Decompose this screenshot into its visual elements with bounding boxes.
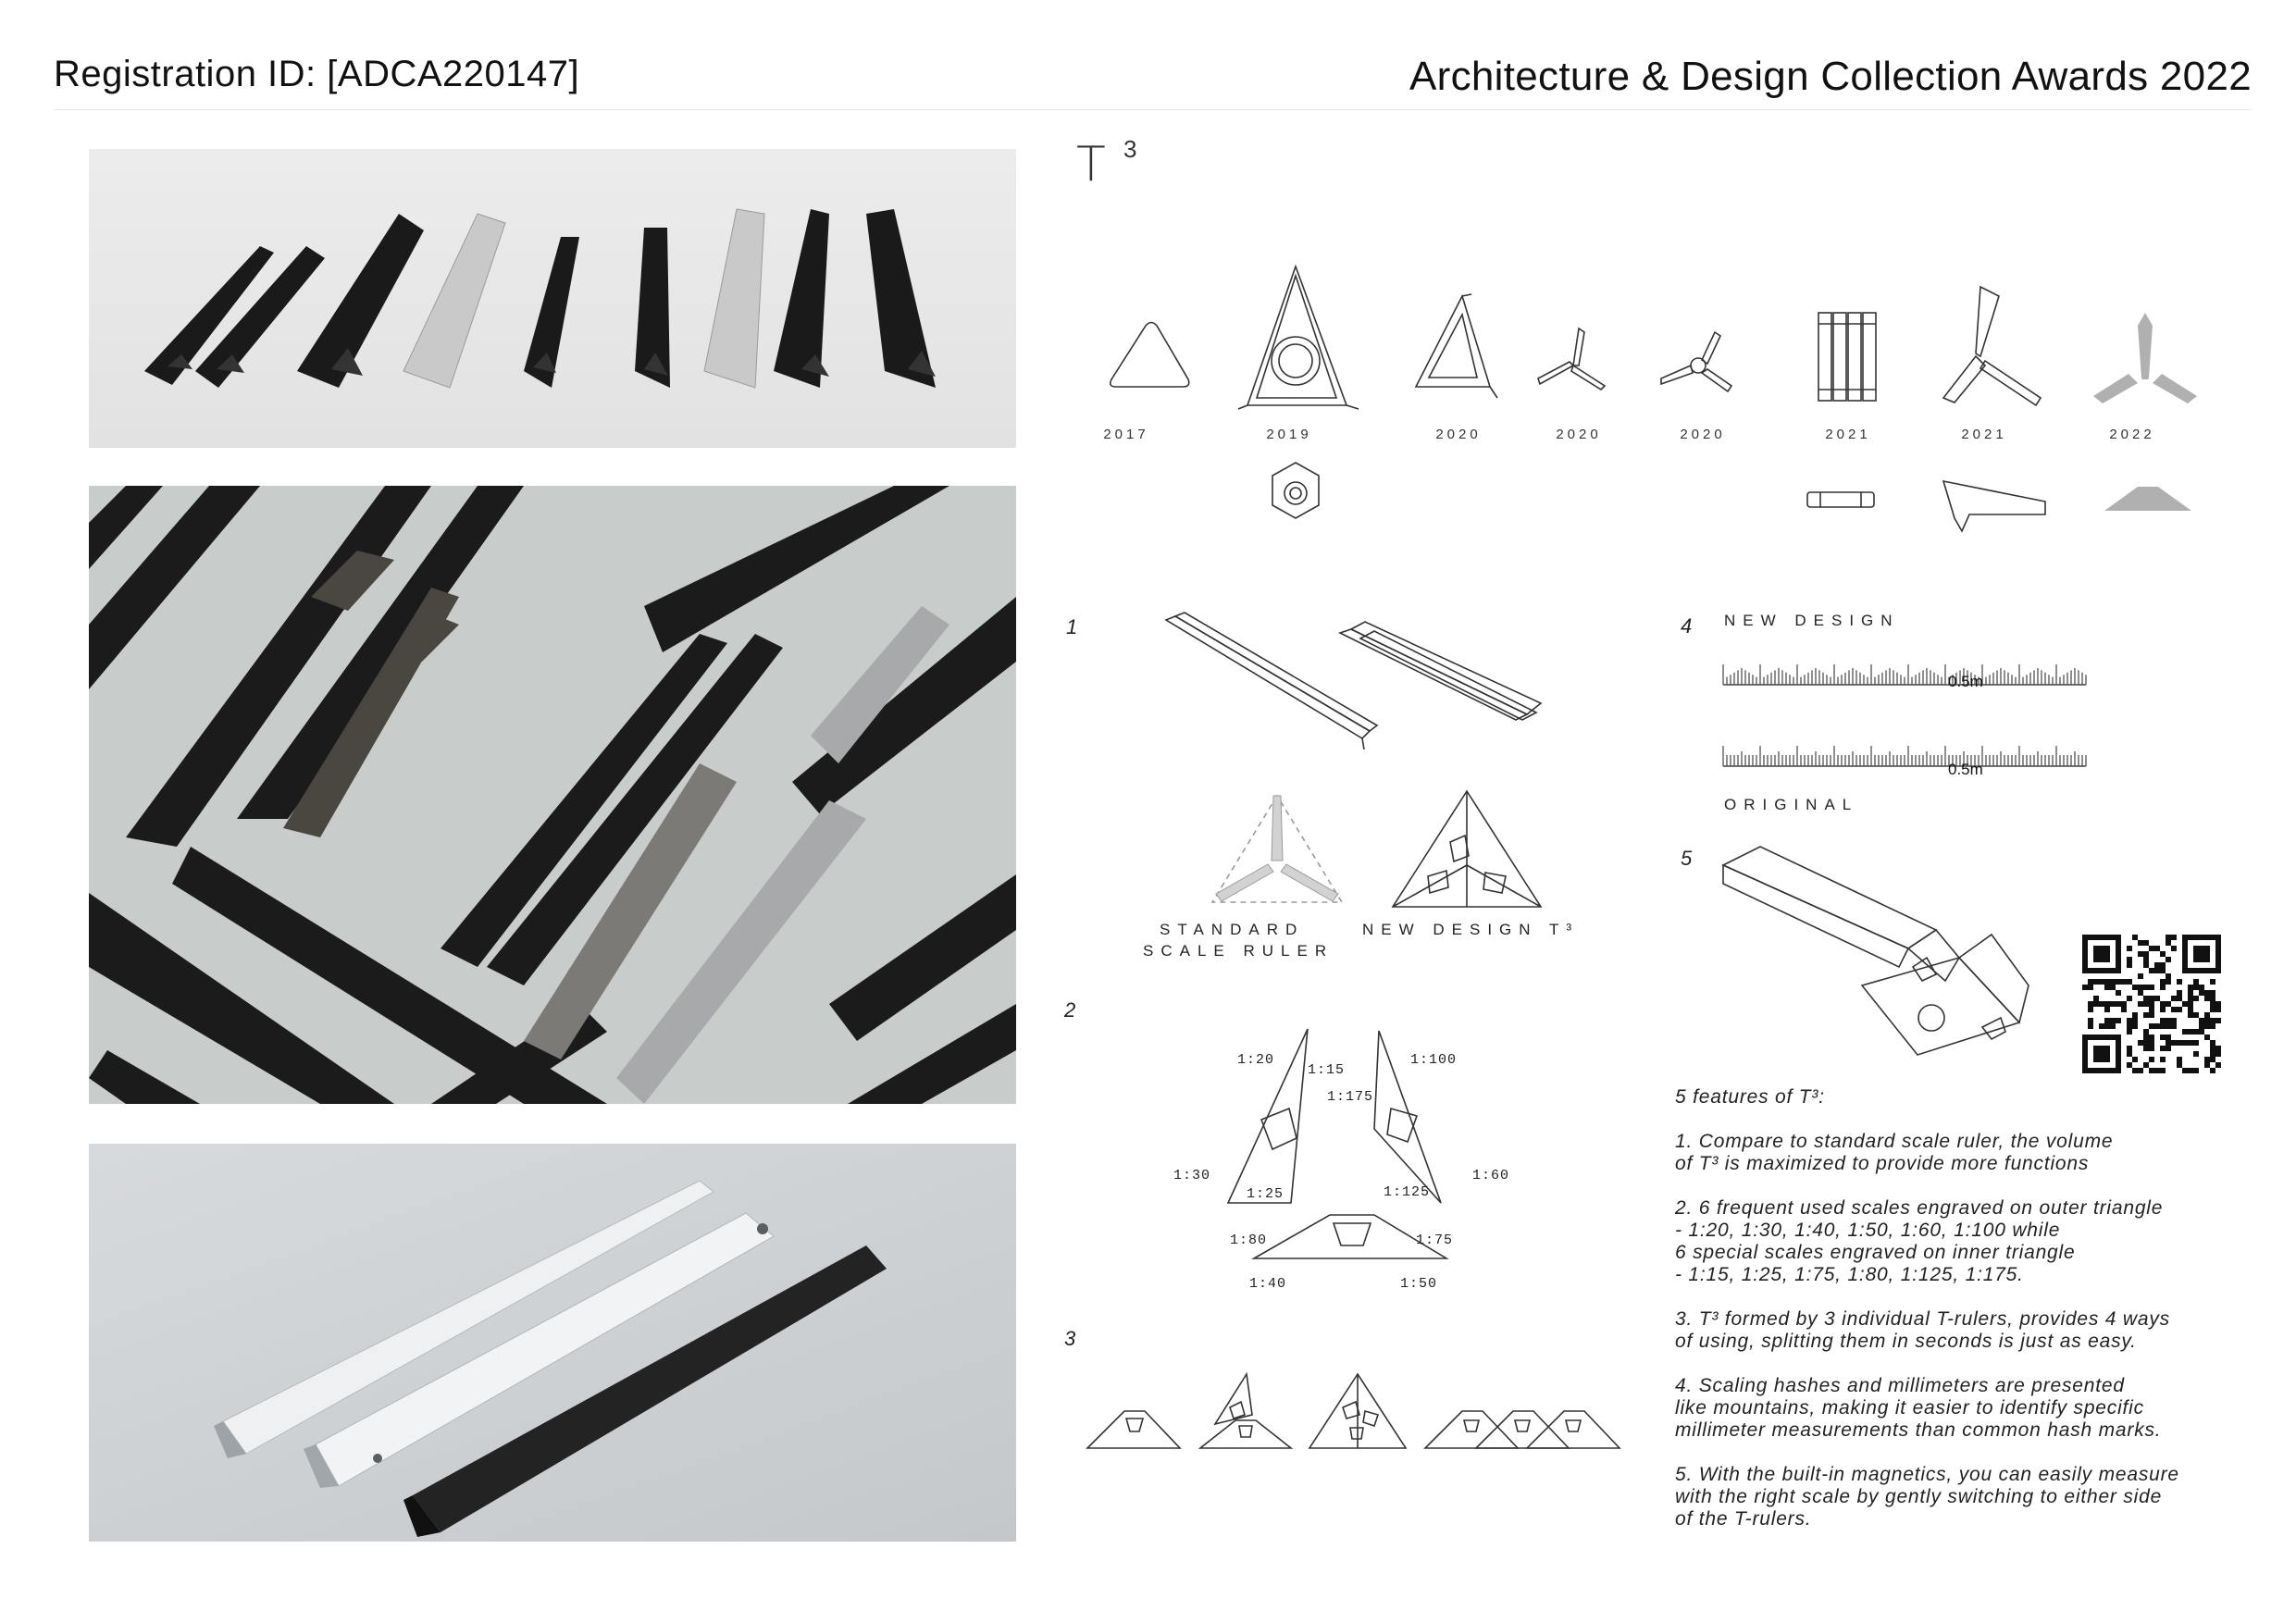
qr-module [2127,1051,2132,1057]
qr-module [2199,985,2204,990]
features-title: 5 features of T³: [1675,1086,1825,1108]
qr-module [2160,1023,2166,1029]
qr-module [2215,1046,2221,1051]
qr-module [2149,946,2154,951]
qr-module [2177,1040,2182,1046]
qr-module [2166,935,2171,940]
new-design-caption: NEW DESIGN [1724,612,1900,629]
qr-module [2143,985,2149,990]
section-2-number: 2 [1064,998,1076,1022]
qr-module [2182,1040,2188,1046]
qr-module [2093,1001,2099,1007]
qr-module [2149,1001,2154,1007]
qr-module [2210,1018,2215,1023]
usage-modes-diagram [1087,1374,1633,1467]
qr-module [2143,957,2149,962]
qr-module [2099,1001,2104,1007]
qr-module [2166,957,2171,962]
qr-module [2154,1023,2160,1029]
qr-module [2127,996,2132,1001]
qr-module [2143,962,2149,968]
qr-module [2132,1023,2138,1029]
qr-module [2166,1018,2171,1023]
qr-module [2171,996,2177,1001]
photo-ruler-evolution [89,149,1016,448]
qr-module [2149,1057,2154,1062]
qr-module [2177,979,2182,985]
qr-module [2160,985,2166,990]
qr-module [2182,1068,2188,1073]
qr-module [2193,1040,2199,1046]
scale-1-20: 1:20 [1237,1052,1275,1068]
qr-module [2204,1057,2210,1062]
qr-module [2154,968,2160,973]
volume-comparison-diagram [1166,611,1555,935]
feature-item-5: 5. With the built-in magnetics, you can easily measure with the right scale by gently switching to either side of the T-rulers. [1675,1464,2179,1530]
qr-module [2143,951,2149,957]
qr-module [2143,940,2149,946]
scale-1-100: 1:100 [1410,1052,1458,1068]
qr-module [2193,996,2199,1001]
qr-module [2132,1018,2138,1023]
qr-module [2210,1007,2215,1012]
qr-module [2171,1007,2177,1012]
registration-id: Registration ID: [ADCA220147] [54,54,580,94]
qr-module [2166,979,2171,985]
qr-module [2171,946,2177,951]
qr-module [2143,1029,2149,1035]
scale-1-125: 1:125 [1384,1184,1431,1200]
timeline-year-2022: 2022 [2109,427,2155,442]
qr-module [2166,1001,2171,1007]
qr-module [2160,1068,2166,1073]
qr-module [2210,1001,2215,1007]
qr-module [2210,1068,2215,1073]
qr-module [2093,979,2099,985]
qr-module [2138,985,2143,990]
qr-module [2166,1023,2171,1029]
qr-module [2204,1062,2210,1068]
new-design-label: NEW DESIGN T³ [1362,921,1580,938]
qr-module [2143,1040,2149,1046]
timeline-year-2020-b: 2020 [1556,427,1602,442]
qr-module [2215,1051,2221,1057]
qr-module [2104,1007,2110,1012]
qr-module [2088,1001,2093,1007]
qr-module [2143,1062,2149,1068]
qr-module [2149,1035,2154,1040]
qr-module [2160,1046,2166,1051]
qr-module [2204,1018,2210,1023]
qr-module [2110,985,2116,990]
qr-module [2177,1062,2182,1068]
scale-1-30: 1:30 [1173,1168,1211,1183]
qr-module [2160,962,2166,968]
standard-label-line1: STANDARD [1160,921,1305,938]
qr-module [2199,1029,2204,1035]
award-title: Architecture & Design Collection Awards 2022 [1409,54,2252,99]
qr-module [2160,951,2166,957]
qr-module [2210,979,2215,985]
qr-module [2166,1040,2171,1046]
qr-module [2138,990,2143,996]
qr-module [2160,1035,2166,1040]
qr-module [2099,979,2104,985]
qr-module [2127,1018,2132,1023]
qr-module [2160,968,2166,973]
qr-module [2204,990,2210,996]
scale-1-15: 1:15 [1308,1062,1346,1078]
feature-item-3: 3. T³ formed by 3 individual T-rulers, provides 4 ways of using, splitting them in seconds is just as easy. [1675,1308,2170,1352]
qr-module [2154,996,2160,1001]
qr-module [2188,1068,2193,1073]
qr-module [2132,935,2138,940]
qr-module [2215,1001,2221,1007]
scale-1-50: 1:50 [1400,1276,1438,1292]
qr-module [2193,1029,2199,1035]
qr-module [2099,1023,2104,1029]
qr-module [2088,1023,2093,1029]
qr-module [2210,1057,2215,1062]
qr-module [2127,979,2132,985]
section-5-number: 5 [1681,847,1693,870]
qr-module [2143,1035,2149,1040]
qr-module [2149,1012,2154,1018]
scale-1-40: 1:40 [1249,1276,1287,1292]
standard-label-line2: SCALE RULER [1143,942,1334,960]
qr-module [2188,1040,2193,1046]
section-3-number: 3 [1064,1327,1076,1350]
qr-module [2210,1046,2215,1051]
qr-module [2138,940,2143,946]
photo-final-rulers [89,1144,1016,1542]
scale-1-175: 1:175 [1327,1089,1374,1105]
photo-rulers-flatlay [89,486,1016,1104]
timeline-year-2020-c: 2020 [1680,427,1726,442]
qr-module [2182,1001,2188,1007]
qr-module [2154,946,2160,951]
qr-module [2210,1023,2215,1029]
qr-module [2188,996,2193,1001]
qr-module [2149,1046,2154,1051]
qr-module [2110,1023,2116,1029]
magnetic-connection-diagram [1723,847,2038,1059]
feature-item-2: 2. 6 frequent used scales engraved on outer triangle - 1:20, 1:30, 1:40, 1:50, 1:60, 1:100 while 6 special scales engraved on inner triangle - 1:15, 1:25, 1:75, 1:80, 1:125, 1:175. [1675,1197,2164,1285]
qr-module [2204,996,2210,1001]
qr-module [2138,1040,2143,1046]
qr-module [2188,1001,2193,1007]
qr-module [2127,1023,2132,1029]
qr-module [2177,1007,2182,1012]
qr-module [2171,1018,2177,1023]
qr-module [2121,1001,2127,1007]
t3-logo-letter: T [1076,137,1106,192]
scale-1-60: 1:60 [1472,1168,1510,1183]
qr-module [2110,979,2116,985]
qr-module [2210,1040,2215,1046]
qr-module [2116,1018,2121,1023]
qr-module [2149,996,2154,1001]
timeline-year-2021-a: 2021 [1825,427,1871,442]
qr-module [2160,1007,2166,1012]
qr-module [2149,1068,2154,1073]
qr-module [2088,985,2093,990]
qr-module [2204,1023,2210,1029]
qr-module [2138,1001,2143,1007]
qr-module [2154,1068,2160,1073]
qr-module [2088,1007,2093,1012]
qr-module [2193,985,2199,990]
qr-module [2177,996,2182,1001]
qr-module [2199,990,2204,996]
qr-module [2210,990,2215,996]
qr-module [2121,1007,2127,1012]
qr-module [2166,940,2171,946]
qr-module [2116,990,2121,996]
timeline-year-2017: 2017 [1103,427,1149,442]
feature-item-1: 1. Compare to standard scale ruler, the volume of T³ is maximized to provide more functions [1675,1131,2114,1174]
qr-module [2188,985,2193,990]
qr-module [2149,968,2154,973]
feature-item-4: 4. Scaling hashes and millimeters are presented like mountains, making it easier to identify specific millimeter measurements than common hash marks. [1675,1375,2162,1441]
qr-module [2121,979,2127,985]
qr-module [2177,990,2182,996]
qr-module [2104,1001,2110,1007]
section-1-number: 1 [1066,615,1078,638]
qr-module [2116,979,2121,985]
qr-module [2160,1057,2166,1062]
qr-module [2116,1001,2121,1007]
qr-code [2082,935,2221,1073]
scale-1-25: 1:25 [1247,1186,1285,1202]
qr-module [2088,1018,2093,1023]
qr-module [2171,935,2177,940]
scales-diagram [1198,1027,1532,1305]
qr-module [2149,1040,2154,1046]
qr-module [2143,996,2149,1001]
t3-logo-superscript: 3 [1123,135,1137,163]
qr-module [2193,1068,2199,1073]
qr-module [2143,1012,2149,1018]
qr-module [2132,1057,2138,1062]
qr-module [2199,1018,2204,1023]
qr-module [2127,957,2132,962]
qr-module [2138,1068,2143,1073]
qr-module [2166,1035,2171,1040]
header-divider [54,109,2252,110]
qr-module [2132,1012,2138,1018]
qr-module [2160,1001,2166,1007]
qr-module [2138,951,2143,957]
qr-module [2210,1051,2215,1057]
qr-module [2127,1029,2132,1035]
qr-module [2104,1018,2110,1023]
design-evolution-diagram [1083,268,2230,527]
qr-module [2143,1001,2149,1007]
qr-module [2177,1057,2182,1062]
qr-module [2199,1023,2204,1029]
qr-module [2110,1018,2116,1023]
qr-module [2127,962,2132,968]
qr-module [2215,1062,2221,1068]
features-list [1675,1086,2249,1553]
qr-module [2149,1023,2154,1029]
qr-module [2193,1012,2199,1018]
original-caption: ORIGINAL [1724,796,1859,813]
qr-module [2215,1018,2221,1023]
qr-module [2138,973,2143,979]
qr-module [2149,1007,2154,1012]
qr-module [2160,1018,2166,1023]
qr-module [2127,1062,2132,1068]
qr-module [2093,996,2099,1001]
qr-module [2127,946,2132,951]
scale-1-75: 1:75 [1416,1233,1454,1248]
qr-module [2210,996,2215,1001]
scale-1-80: 1:80 [1230,1233,1268,1248]
qr-module [2188,1029,2193,1035]
qr-module [2182,1029,2188,1035]
section-4-number: 4 [1681,614,1693,638]
qr-module [2160,979,2166,985]
timeline-year-2020-a: 2020 [1435,427,1482,442]
qr-module [2193,979,2199,985]
new-scale-mark-label: 0.5m [1948,673,1983,690]
qr-module [2132,1068,2138,1073]
qr-module [2188,1007,2193,1012]
qr-module [2104,979,2110,985]
qr-module [2110,1001,2116,1007]
qr-module [2132,985,2138,990]
qr-module [2193,1051,2199,1057]
qr-module [2188,1012,2193,1018]
qr-module [2088,979,2093,985]
qr-module [2215,1007,2221,1012]
qr-module [2082,985,2088,990]
qr-module [2127,1046,2132,1051]
qr-module [2104,985,2110,990]
qr-module [2171,1040,2177,1046]
qr-module [2171,1023,2177,1029]
qr-module [2166,973,2171,979]
qr-module [2143,1046,2149,1051]
qr-module [2188,990,2193,996]
qr-module [2149,985,2154,990]
qr-module [2104,1023,2110,1029]
timeline-year-2021-b: 2021 [1961,427,2007,442]
hash-marks-comparison [1723,638,2088,805]
qr-module [2166,1046,2171,1051]
original-scale-mark-label: 0.5m [1948,761,1983,778]
timeline-year-2019: 2019 [1266,427,1312,442]
qr-module [2204,1012,2210,1018]
qr-module [2154,962,2160,968]
qr-module [2204,1035,2210,1040]
